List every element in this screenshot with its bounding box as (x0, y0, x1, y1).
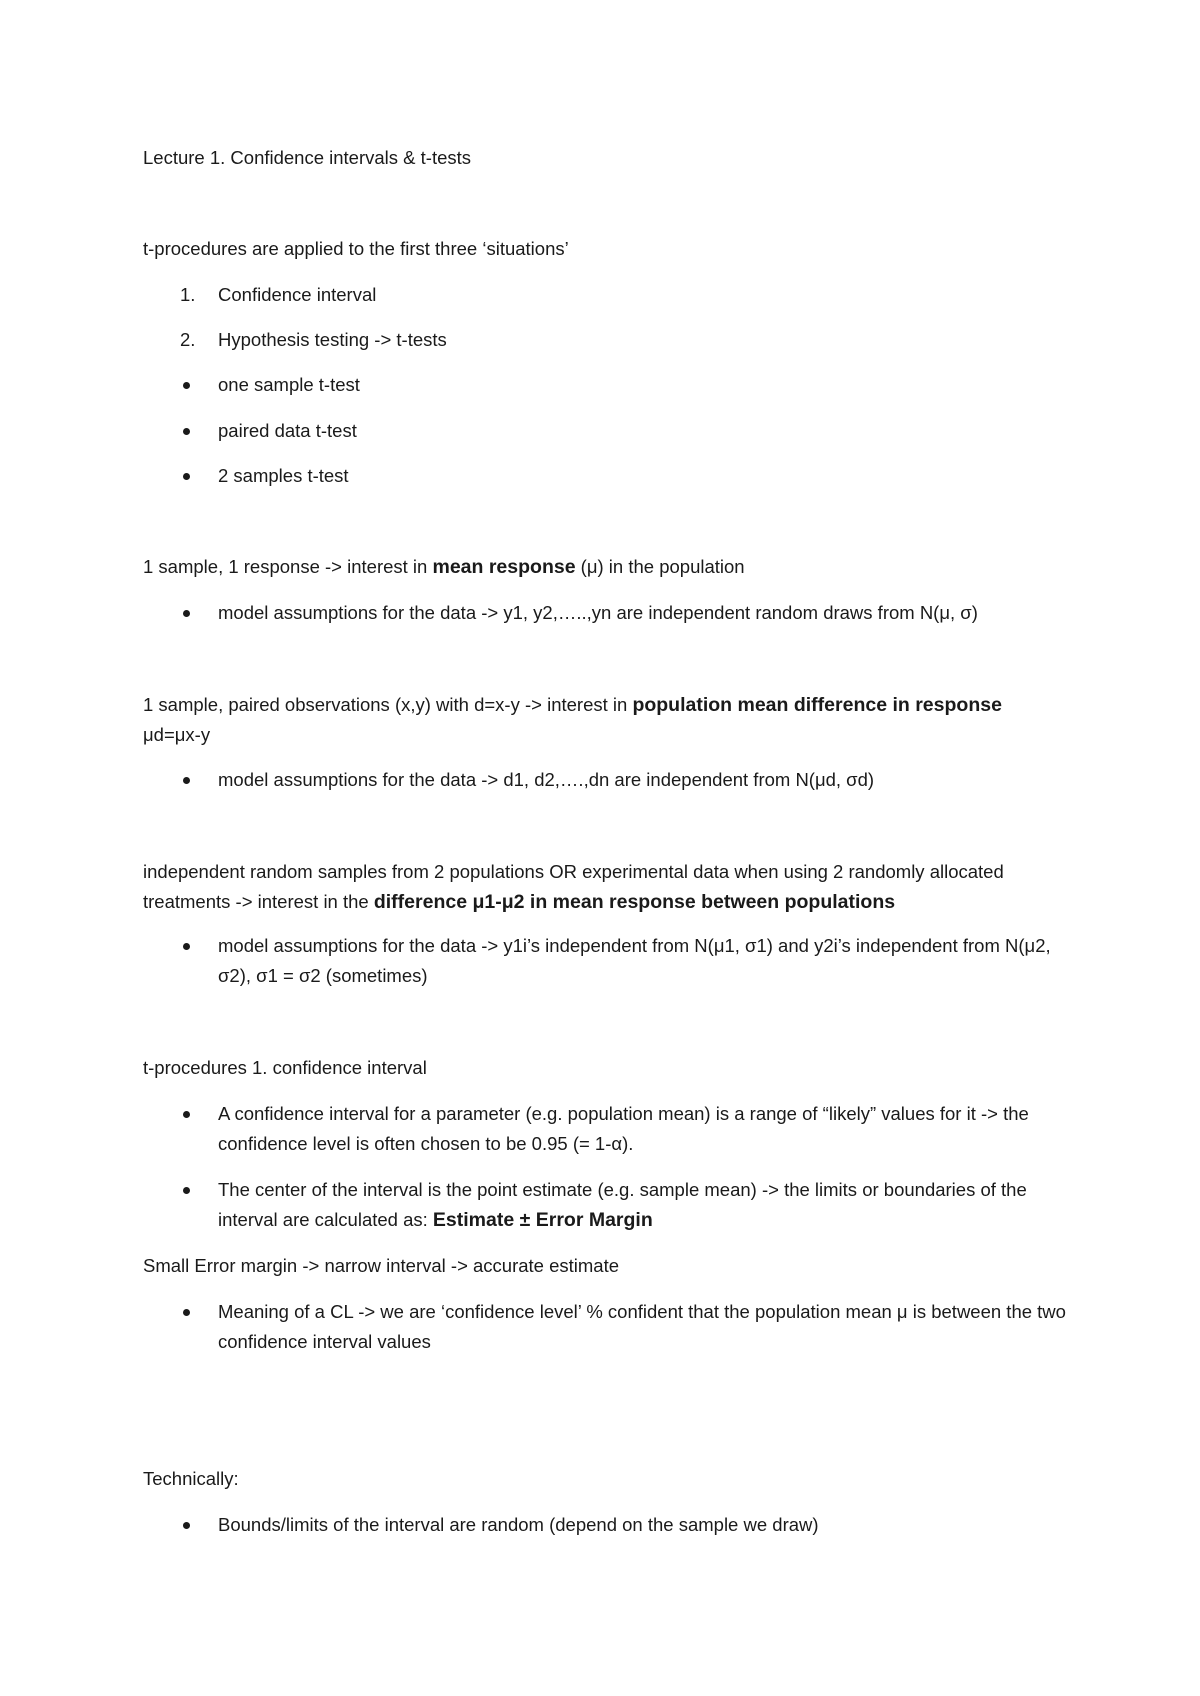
list-item-text: 2 samples t-test (218, 465, 349, 486)
bullet-icon (183, 428, 190, 435)
list-item (143, 1099, 1073, 1159)
small-error-note: Small Error margin -> narrow interval -> accurate estimate (143, 1255, 620, 1276)
list-item (143, 370, 1073, 400)
bullet-icon (183, 382, 190, 389)
section-one-sample (143, 552, 1073, 582)
text-run: 1 sample, paired observations (x,y) with d=x-y -> interest in (143, 694, 633, 715)
list-item-text (218, 1175, 1073, 1235)
bold-term: mean response (432, 556, 576, 578)
text-run: independent random samples from 2 populations OR experimental data when using 2 randomly allocated treatments -> interest in the (143, 861, 1004, 912)
list-item-text: Bounds/limits of the interval are random (depend on the sample we draw) (218, 1514, 819, 1535)
list-item (143, 598, 1073, 628)
text-run: The center of the interval is the point estimate (e.g. sample mean) -> the limits or boundaries of the interval are calculated as: (218, 1179, 1027, 1230)
bullet-icon (183, 473, 190, 480)
bold-term: Estimate ± Error Margin (432, 1209, 653, 1231)
list-item-text: model assumptions for the data -> y1i’s independent from N(μ1, σ1) and y2i’s independent from N(μ2, σ2), σ1 = σ2 (sometimes) (218, 935, 1051, 986)
bullet-icon (183, 610, 190, 617)
bullet-icon (183, 1309, 190, 1316)
list-item (143, 461, 1073, 491)
text-run: μd=μx-y (143, 724, 211, 745)
bullet-icon (183, 1187, 190, 1194)
bullet-icon (183, 777, 190, 784)
text-run: (μ) in the population (575, 556, 745, 577)
list-item (143, 416, 1073, 446)
list-item (143, 1297, 1073, 1357)
text-run: 1 sample, 1 response -> interest in (143, 556, 433, 577)
section-two-samples (143, 857, 1073, 917)
bullet-icon (183, 1522, 190, 1529)
list-number: 2. (180, 329, 196, 350)
list-item-text: Hypothesis testing -> t-tests (218, 329, 447, 350)
numbered-item (143, 280, 1073, 310)
list-item-text: Meaning of a CL -> we are ‘confidence level’ % confident that the population mean μ is between the two confidence interval values (218, 1301, 1066, 1352)
intro-paragraph: t-procedures are applied to the first three ‘situations’ (143, 238, 569, 259)
bullet-icon (183, 943, 190, 950)
list-item (143, 765, 1073, 795)
list-item-text: A confidence interval for a parameter (e.g. population mean) is a range of “likely” values for it -> the confidence level is often chosen to be 0.95 (= 1-α). (218, 1103, 1029, 1154)
list-item-text: Confidence interval (218, 284, 377, 305)
bold-term: difference μ1-μ2 in mean response between populations (373, 891, 896, 913)
list-number: 1. (180, 284, 196, 305)
list-item (143, 1175, 1073, 1235)
list-item (143, 1510, 1073, 1540)
page-title: Lecture 1. Confidence intervals & t-tests (143, 147, 472, 168)
list-item-text: model assumptions for the data -> d1, d2,….,dn are independent from N(μd, σd) (218, 769, 875, 790)
section-paired (143, 690, 1073, 750)
list-item-text: model assumptions for the data -> y1, y2,…..,yn are independent random draws from N(μ, σ) (218, 602, 978, 623)
section-heading-technically: Technically: (143, 1468, 239, 1489)
bullet-icon (183, 1111, 190, 1118)
list-item-text: one sample t-test (218, 374, 360, 395)
list-item-text: paired data t-test (218, 420, 357, 441)
bold-term: population mean difference in response (632, 694, 1002, 716)
numbered-item (143, 325, 1073, 355)
section-heading-ci: t-procedures 1. confidence interval (143, 1057, 427, 1078)
list-item (143, 931, 1073, 991)
